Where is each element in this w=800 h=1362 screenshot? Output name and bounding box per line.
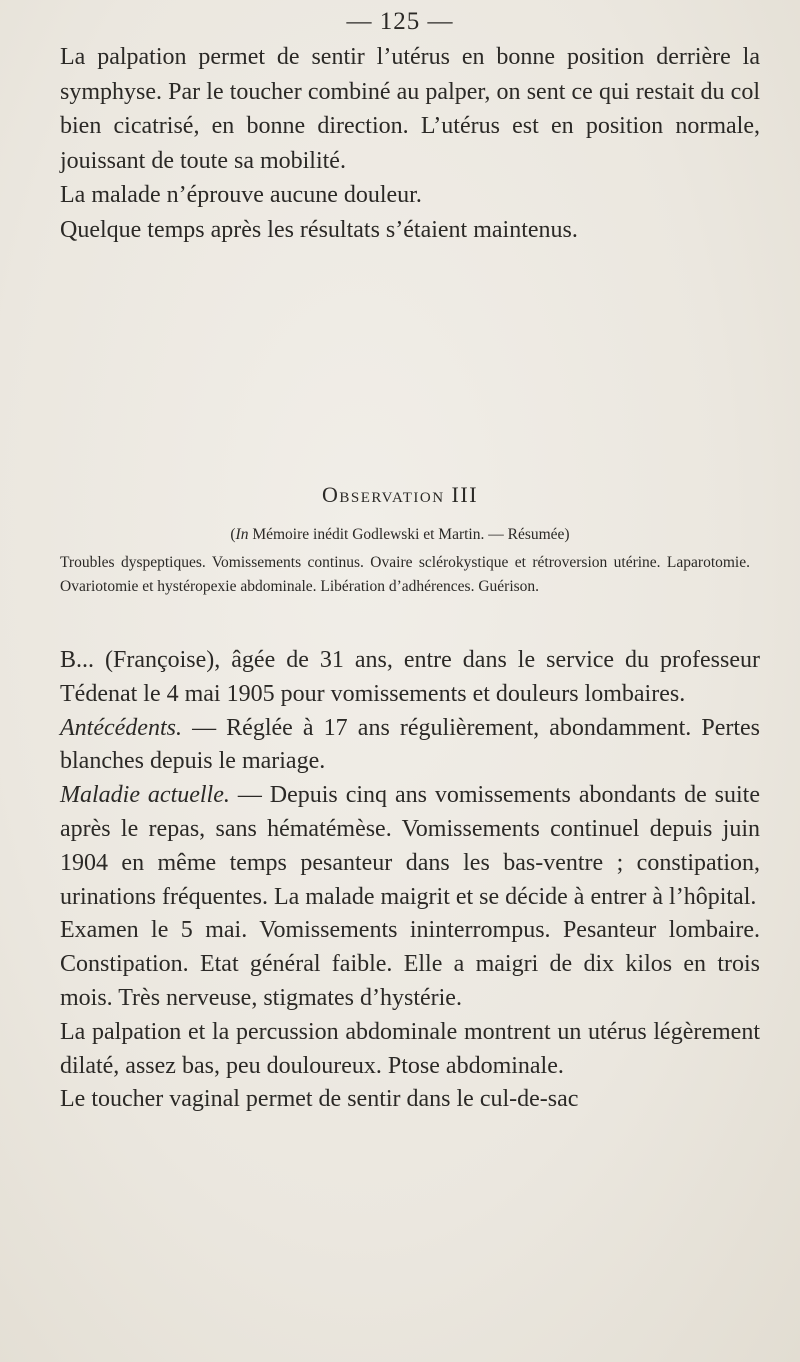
body-paragraph: B... (Françoise), âgée de 31 ans, entre dans le service du professeur Tédenat le 4 mai 1905 pour vomissements et douleurs lombaires.: [60, 647, 760, 707]
section-label: Antécédents.: [60, 714, 182, 741]
source-italic: In: [235, 526, 249, 543]
observation-summary: [60, 551, 750, 599]
source-rest: Mémoire inédit Godlewski et Martin. — Résumée): [248, 526, 570, 543]
intro-text: [60, 40, 760, 247]
body-paragraph: [60, 712, 760, 780]
body-paragraph: La palpation et la percussion abdominale montrent un utérus légèrement dilaté, assez bas, peu douloureux. Ptose abdominale.: [60, 1018, 760, 1079]
body-paragraph: Le toucher vaginal permet de sentir dans le cul-de-sac: [60, 1086, 579, 1113]
section-text: — Réglée à 17 ans régulièrement, abondamment. Pertes blanches depuis le mariage.: [60, 714, 760, 775]
section-label: Maladie actuelle.: [60, 782, 230, 809]
source-open: (: [230, 526, 236, 543]
page-number: — 125 —: [346, 8, 454, 35]
intro-paragraph: La palpation permet de sentir l’utérus en bonne position derrière la symphyse. Par le toucher combiné au palper, on sent ce qui restait du col bien cicatrisé, en bonne direction. L’utérus est en position normale, jouissant de toute sa mobilité.: [60, 44, 760, 174]
observation-body: [60, 644, 760, 1117]
observation-source: [0, 526, 800, 544]
summary-text: Troubles dyspeptiques. Vomissements continus. Ovaire sclérokystique et rétroversion utérine. Laparotomie. Ovariotomie et hystéropexie abdominale. Libération d’adhérences. Guérison.: [60, 554, 750, 595]
intro-paragraph: Quelque temps après les résultats s’étaient maintenus.: [60, 216, 578, 243]
intro-paragraph: La malade n’éprouve aucune douleur.: [60, 182, 422, 208]
observation-title: Observation III: [321, 482, 479, 507]
body-paragraph: [60, 779, 760, 914]
section-text: — Depuis cinq ans vomissements abondants de suite après le repas, sans hématémèse. Vomissements continuel depuis juin 1904 en même temps pesanteur dans les bas-ventre ; constipation, urinations fréquentes. La malade maigrit et se décide à entrer à l’hôpital.: [60, 782, 760, 910]
body-paragraph: Examen le 5 mai. Vomissements ininterrompus. Pesanteur lombaire. Constipation. Etat général faible. Elle a maigri de dix kilos en trois mois. Très nerveuse, stigmates d’hystérie.: [60, 917, 760, 1011]
